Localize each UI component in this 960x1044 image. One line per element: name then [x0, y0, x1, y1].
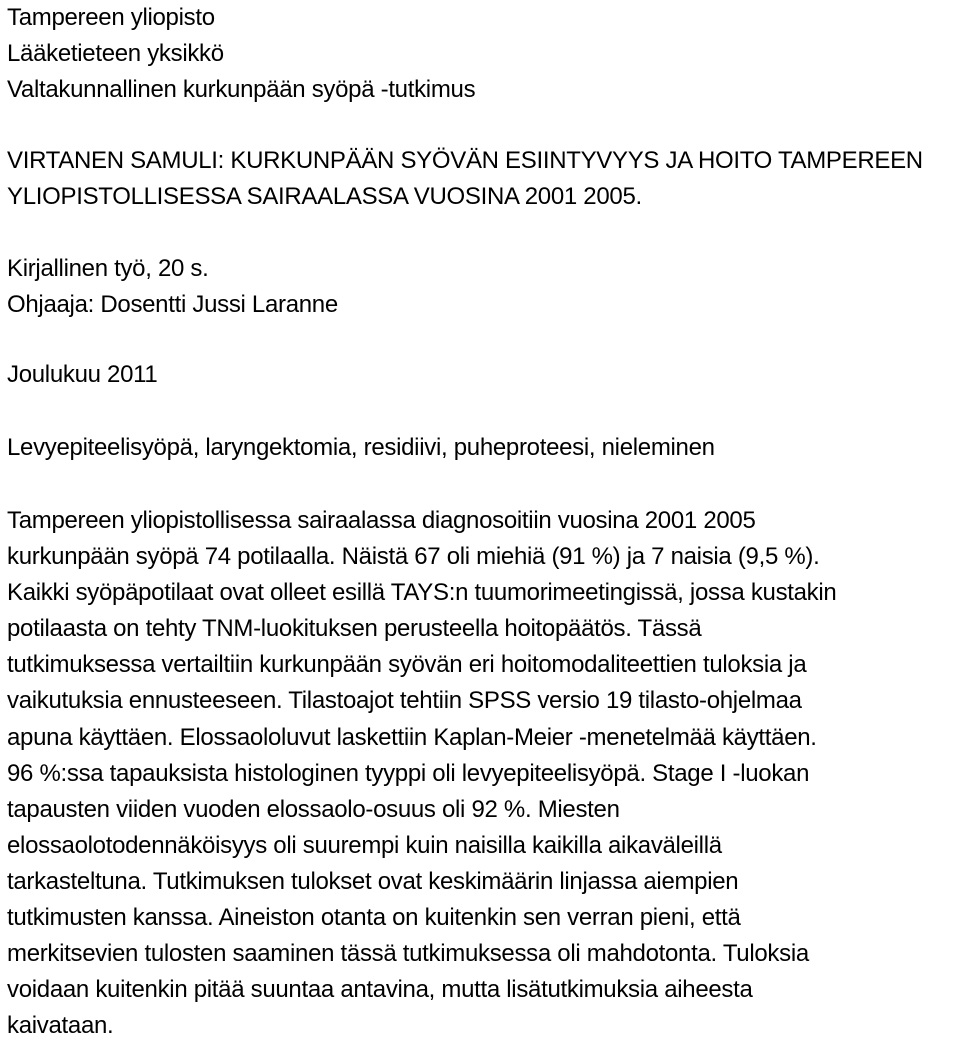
abstract-line: kaivataan.: [7, 1012, 114, 1040]
abstract-line: apuna käyttäen. Elossaololuvut laskettiin Kaplan-Meier -menetelmää käyttäen.: [7, 723, 817, 751]
abstract-line: potilaasta on tehty TNM-luokituksen perusteella hoitopäätös. Tässä: [7, 615, 702, 643]
abstract-line: voidaan kuitenkin pitää suuntaa antavina, mutta lisätutkimuksia aiheesta: [7, 976, 753, 1004]
study-name: Valtakunnallinen kurkunpään syöpä -tutkimus: [7, 76, 476, 103]
work-info: [7, 251, 957, 323]
spacer: [7, 323, 957, 357]
university-name: Tampereen yliopisto: [7, 4, 215, 31]
abstract-line: elossaolotodennäköisyys oli suurempi kuin naisilla kaikilla aikaväleillä: [7, 831, 722, 859]
title-line: VIRTANEN SAMULI: KURKUNPÄÄN SYÖVÄN ESIINTYVYYS JA HOITO TAMPEREEN: [7, 147, 923, 174]
abstract-line: kurkunpään syöpä 74 potilaalla. Näistä 67 oli miehiä (91 %) ja 7 naisia (9,5 %).: [7, 543, 820, 571]
work-type: Kirjallinen työ, 20 s.: [7, 255, 209, 282]
keywords-line: Levyepiteelisyöpä, laryngektomia, residiivi, puheproteesi, nieleminen: [7, 434, 715, 461]
abstract-line: 96 %:ssa tapauksista histologinen tyyppi oli levyepiteelisyöpä. Stage I -luokan: [7, 759, 810, 787]
abstract-line: merkitsevien tulosten saaminen tässä tutkimuksessa oli mahdotonta. Tuloksia: [7, 940, 809, 968]
abstract-line: tutkimusten kanssa. Aineiston otanta on kuitenkin sen verran pieni, että: [7, 904, 741, 932]
spacer: [7, 108, 957, 143]
abstract-line: Tampereen yliopistollisessa sairaalassa diagnosoitiin vuosina 2001 2005: [7, 507, 756, 534]
abstract-line: tutkimuksessa vertailtiin kurkunpään syövän eri hoitomodaliteettien tuloksia ja: [7, 651, 807, 679]
abstract-line: vaikutuksia ennusteeseen. Tilastoajot tehtiin SPSS versio 19 tilasto-ohjelmaa: [7, 687, 802, 715]
abstract-line: tapausten viiden vuoden elossaolo-osuus oli 92 %. Miesten: [7, 795, 620, 823]
date-line: Joulukuu 2011: [7, 361, 158, 388]
thesis-title: [7, 143, 957, 215]
faculty-unit: Lääketieteen yksikkö: [7, 40, 224, 67]
supervisor: Ohjaaja: Dosentti Jussi Laranne: [7, 291, 338, 318]
abstract-line: tarkasteltuna. Tutkimuksen tulokset ovat keskimäärin linjassa aiempien: [7, 867, 739, 895]
spacer: [7, 393, 957, 430]
spacer: [7, 466, 957, 503]
spacer: [7, 215, 957, 251]
title-line: YLIOPISTOLLISESSA SAIRAALASSA VUOSINA 2001 2005.: [7, 183, 642, 210]
header-block: [7, 0, 957, 108]
abstract-line: Kaikki syöpäpotilaat ovat olleet esillä TAYS:n tuumorimeetingissä, jossa kustakin: [7, 579, 837, 607]
document-page: [7, 0, 957, 1044]
abstract-paragraph: [7, 503, 957, 1044]
